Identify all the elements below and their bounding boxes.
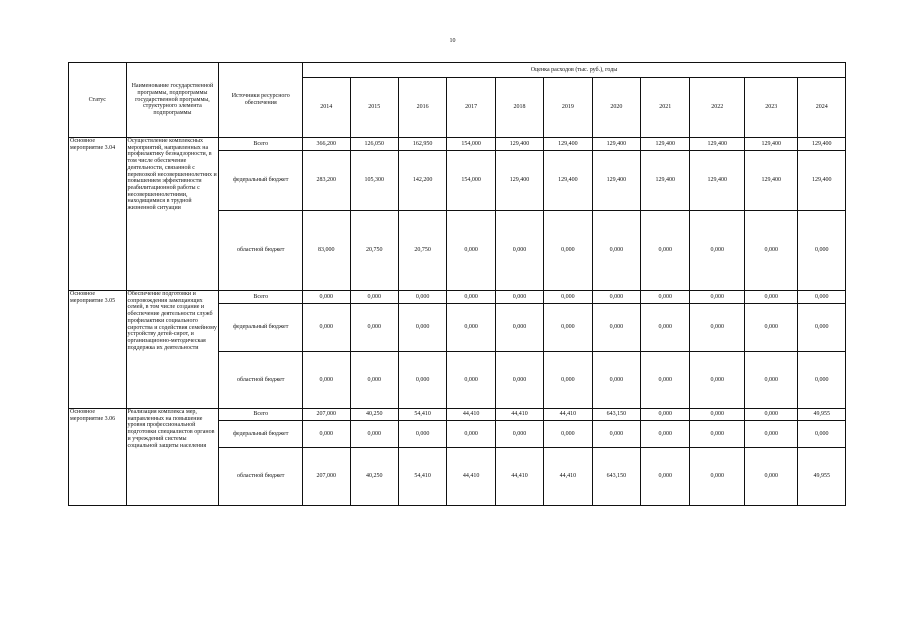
expense-value: 0,000 <box>303 291 350 304</box>
funding-source: областной бюджет <box>219 352 303 409</box>
expense-value: 129,400 <box>544 151 592 211</box>
expense-value: 0,000 <box>690 304 744 352</box>
expense-value: 49,955 <box>798 409 846 421</box>
expense-value: 154,000 <box>447 151 495 211</box>
expense-value: 0,000 <box>641 304 690 352</box>
expense-value: 0,000 <box>641 352 690 409</box>
expense-value: 0,000 <box>350 304 398 352</box>
header-year: 2021 <box>641 78 690 138</box>
expense-value: 0,000 <box>798 211 846 291</box>
expense-value: 0,000 <box>690 291 744 304</box>
funding-source: Всего <box>219 291 303 304</box>
expense-value: 54,410 <box>398 448 446 506</box>
expense-value: 0,000 <box>495 291 543 304</box>
expense-value: 0,000 <box>303 304 350 352</box>
expense-value: 0,000 <box>447 291 495 304</box>
expense-value: 283,200 <box>303 151 350 211</box>
header-year: 2020 <box>592 78 640 138</box>
expense-value: 0,000 <box>744 304 797 352</box>
expense-value: 0,000 <box>798 421 846 448</box>
expense-value: 44,410 <box>544 409 592 421</box>
event-status: Основное мероприятие 3.04 <box>69 138 127 291</box>
expense-value: 207,000 <box>303 448 350 506</box>
expense-value: 20,750 <box>398 211 446 291</box>
event-name: Обеспечение подготовки и сопровождения замещающих семей, в том числе создание и обеспечение деятельности служб профилактики социального сиротства и содействия семейному устройству детей-сирот, и организационно-методическая поддержка их деятельности <box>126 291 219 409</box>
expense-value: 40,250 <box>350 409 398 421</box>
expense-value: 0,000 <box>303 421 350 448</box>
header-year: 2017 <box>447 78 495 138</box>
expense-value: 129,400 <box>798 138 846 151</box>
expense-value: 83,000 <box>303 211 350 291</box>
expense-value: 129,400 <box>592 151 640 211</box>
expense-value: 0,000 <box>592 291 640 304</box>
expense-value: 142,200 <box>398 151 446 211</box>
expense-value: 0,000 <box>544 211 592 291</box>
expense-value: 129,400 <box>744 138 797 151</box>
header-costs: Оценка расходов (тыс. руб.), годы <box>303 63 846 78</box>
expense-value: 0,000 <box>447 211 495 291</box>
event-name: Осуществление комплексных мероприятий, направленных на профилактику безнадзорности, в том числе обеспечение деятельности, связанной с перевозкой несовершеннолетних и повышением эффективности реабилитационной работы с несовершеннолетними, находящимися в трудной жизненной ситуации <box>126 138 219 291</box>
expense-value: 0,000 <box>495 304 543 352</box>
expense-value: 0,000 <box>544 291 592 304</box>
expense-value: 0,000 <box>303 352 350 409</box>
expense-value: 126,050 <box>350 138 398 151</box>
expense-value: 49,955 <box>798 448 846 506</box>
expense-value: 0,000 <box>641 448 690 506</box>
expense-value: 0,000 <box>641 291 690 304</box>
header-sources: Источники ресурсного обеспечения <box>219 63 303 138</box>
expense-value: 643,150 <box>592 448 640 506</box>
expense-value: 129,400 <box>690 138 744 151</box>
expense-value: 44,410 <box>495 409 543 421</box>
expense-value: 0,000 <box>744 352 797 409</box>
expense-value: 0,000 <box>690 352 744 409</box>
expense-value: 0,000 <box>544 421 592 448</box>
header-year: 2023 <box>744 78 797 138</box>
expense-value: 129,400 <box>544 138 592 151</box>
expense-value: 0,000 <box>495 352 543 409</box>
expense-value: 0,000 <box>544 352 592 409</box>
expense-value: 0,000 <box>592 352 640 409</box>
expense-value: 0,000 <box>592 421 640 448</box>
expense-value: 129,400 <box>798 151 846 211</box>
expense-value: 0,000 <box>447 352 495 409</box>
expense-value: 0,000 <box>744 448 797 506</box>
expense-value: 129,400 <box>641 151 690 211</box>
expense-value: 0,000 <box>398 291 446 304</box>
expense-value: 44,410 <box>495 448 543 506</box>
expense-value: 0,000 <box>350 421 398 448</box>
header-year: 2014 <box>303 78 350 138</box>
expense-value: 129,400 <box>495 138 543 151</box>
expense-value: 0,000 <box>690 421 744 448</box>
table-row <box>69 138 846 151</box>
header-year: 2016 <box>398 78 446 138</box>
table-row <box>69 291 846 304</box>
expense-value: 40,250 <box>350 448 398 506</box>
table-body <box>69 138 846 506</box>
page-number: 10 <box>449 38 456 44</box>
funding-source: областной бюджет <box>219 211 303 291</box>
expense-value: 0,000 <box>592 211 640 291</box>
expense-value: 0,000 <box>398 421 446 448</box>
expense-value: 0,000 <box>798 352 846 409</box>
expense-value: 0,000 <box>641 421 690 448</box>
expense-value: 129,400 <box>744 151 797 211</box>
expense-value: 129,400 <box>690 151 744 211</box>
expense-value: 0,000 <box>495 211 543 291</box>
expense-value: 0,000 <box>641 211 690 291</box>
funding-source: Всего <box>219 138 303 151</box>
expense-value: 0,000 <box>447 304 495 352</box>
expense-value: 54,410 <box>398 409 446 421</box>
expense-value: 20,750 <box>350 211 398 291</box>
expense-value: 0,000 <box>744 409 797 421</box>
expense-value: 162,950 <box>398 138 446 151</box>
funding-source: областной бюджет <box>219 448 303 506</box>
expense-value: 44,410 <box>447 448 495 506</box>
event-status: Основное мероприятие 3.05 <box>69 291 127 409</box>
expense-value: 643,150 <box>592 409 640 421</box>
expense-value: 129,400 <box>641 138 690 151</box>
expense-value: 0,000 <box>398 352 446 409</box>
expense-value: 0,000 <box>744 291 797 304</box>
funding-source: федеральный бюджет <box>219 151 303 211</box>
expense-value: 129,400 <box>592 138 640 151</box>
expense-value: 366,200 <box>303 138 350 151</box>
expense-value: 0,000 <box>798 304 846 352</box>
expense-value: 0,000 <box>690 211 744 291</box>
funding-source: Всего <box>219 409 303 421</box>
expense-value: 0,000 <box>744 211 797 291</box>
expense-value: 0,000 <box>447 421 495 448</box>
expense-value: 0,000 <box>544 304 592 352</box>
expense-value: 0,000 <box>398 304 446 352</box>
expense-estimate-table <box>68 62 846 506</box>
expense-value: 0,000 <box>350 291 398 304</box>
expense-value: 0,000 <box>641 409 690 421</box>
expense-value: 207,000 <box>303 409 350 421</box>
header-year: 2022 <box>690 78 744 138</box>
header-year: 2015 <box>350 78 398 138</box>
header-year: 2024 <box>798 78 846 138</box>
event-name: Реализация комплекса мер, направленных на повышение уровня профессиональной подготовки специалистов органов и учреждений системы социальной защиты населения <box>126 409 219 506</box>
expense-value: 154,000 <box>447 138 495 151</box>
expense-value: 0,000 <box>495 421 543 448</box>
table-row <box>69 409 846 421</box>
expense-value: 0,000 <box>690 448 744 506</box>
funding-source: федеральный бюджет <box>219 421 303 448</box>
expense-value: 0,000 <box>798 291 846 304</box>
header-name: Наименование государственной программы, подпрограммы государственной программы, структурного элемента подпрограммы <box>126 63 219 138</box>
expense-value: 44,410 <box>544 448 592 506</box>
header-status: Статус <box>69 63 127 138</box>
expense-value: 0,000 <box>350 352 398 409</box>
funding-source: федеральный бюджет <box>219 304 303 352</box>
expense-value: 0,000 <box>592 304 640 352</box>
expense-value: 0,000 <box>690 409 744 421</box>
expense-value: 105,300 <box>350 151 398 211</box>
expense-value: 129,400 <box>495 151 543 211</box>
header-year: 2018 <box>495 78 543 138</box>
event-status: Основное мероприятие 3.06 <box>69 409 127 506</box>
expense-value: 0,000 <box>744 421 797 448</box>
header-year: 2019 <box>544 78 592 138</box>
expense-value: 44,410 <box>447 409 495 421</box>
